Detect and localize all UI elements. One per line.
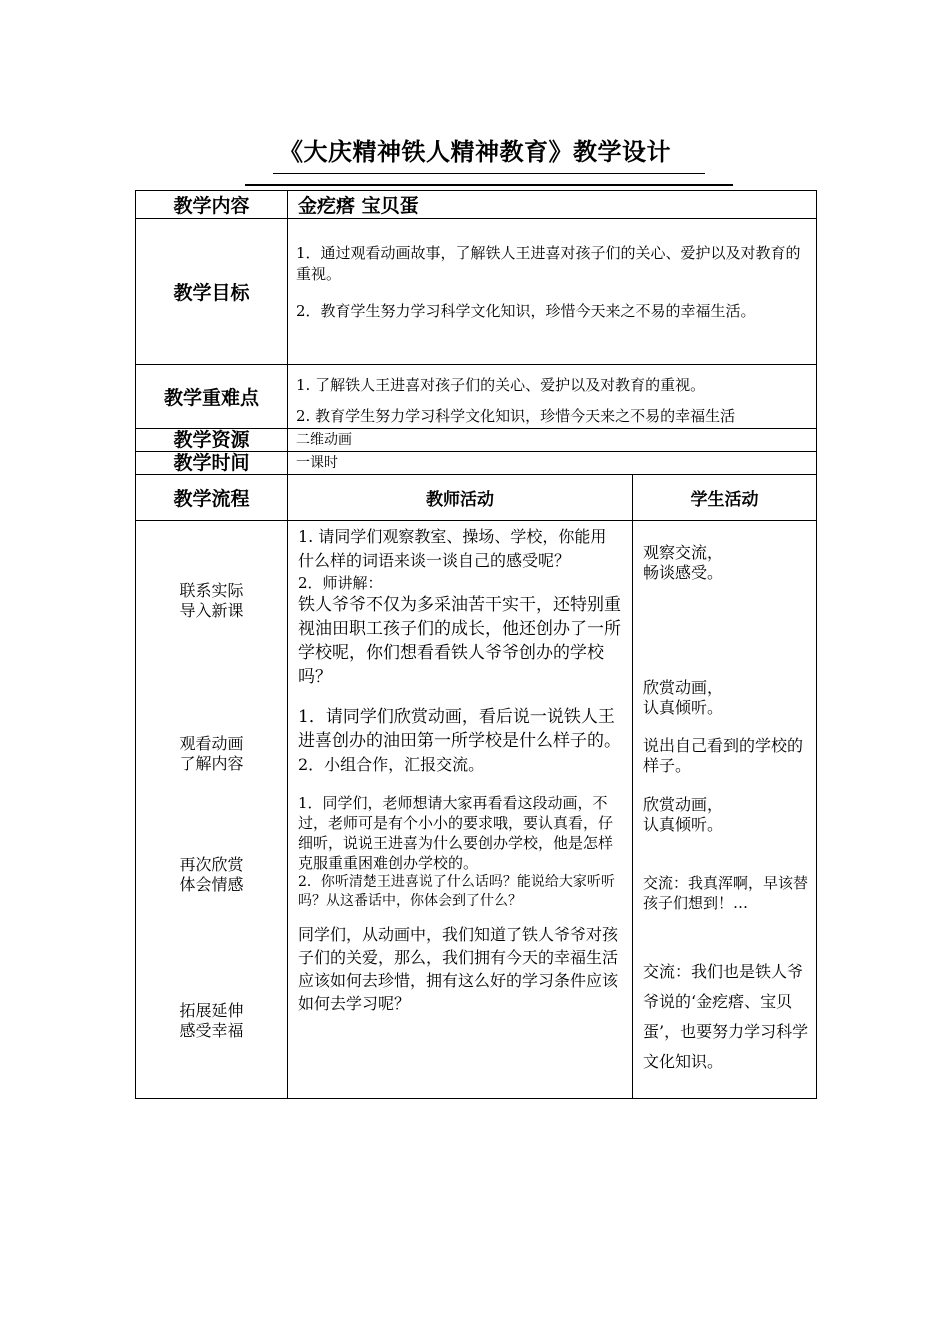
lesson-plan-table <box>135 190 817 1099</box>
title-underline <box>273 173 705 174</box>
student-f: 交流：我们也是铁人爷爷说的‘金疙瘩、宝贝蛋’，也要努力学习科学文化知识。 <box>643 962 809 1071</box>
student-e: 交流：我真浑啊，早该替孩子们想到！… <box>643 874 809 912</box>
student-a: 观察交流， 畅谈感受。 <box>643 543 724 582</box>
page-title: 《大庆精神铁人精神教育》教学设计 <box>279 138 671 166</box>
row-flow-body <box>136 521 817 1099</box>
teacher-s4-1: 同学们，从动画中，我们知道了铁人爷爷对孩子们的关爱，那么，我们拥有今天的幸福生活应该如何去珍惜，拥有这么好的学习条件应该如何去学习呢？ <box>298 925 619 1013</box>
teacher-s1-3: 铁人爷爷不仅为多采油苦干实干，还特别重视油田职工孩子们的成长，他还创办了一所学校呢，你们想看看铁人爷爷创办的学校吗？ <box>298 595 621 687</box>
goal-2: 2．教育学生努力学习科学文化知识，珍惜今天来之不易的幸福生活。 <box>296 302 756 320</box>
student-d: 欣赏动画， 认真倾听。 <box>643 795 724 834</box>
label-content: 教学内容 <box>136 191 288 219</box>
stage-1: 联系实际 导入新课 <box>179 581 244 620</box>
student-c: 说出自己看到的学校的样子。 <box>643 736 804 775</box>
label-goals: 教学目标 <box>136 219 288 365</box>
teacher-s2-1: 1．请同学们欣赏动画，看后说一说铁人王进喜创办的油田第一所学校是什么样子的。 <box>298 707 621 751</box>
stage-4: 拓展延伸 感受幸福 <box>179 1001 244 1040</box>
value-time: 一课时 <box>288 452 817 475</box>
row-resources <box>136 429 817 452</box>
header-teacher: 教师活动 <box>288 475 633 521</box>
teacher-s3-1: 1．同学们，老师想请大家再看看这段动画，不过，老师可是有个小小的要求哦，要认真看，仔细听，说说王进喜为什么要创办学校，他是怎样克服重重困难创办学校的。 <box>298 794 614 872</box>
goal-1: 1．通过观看动画故事，了解铁人王进喜对孩子们的关心、爱护以及对教育的重视。 <box>296 244 801 283</box>
row-time <box>136 452 817 475</box>
teacher-s1-1: 1. 请同学们观察教室、操场、学校，你能用什么样的词语来谈一谈自己的感受呢？ <box>298 527 607 570</box>
row-content <box>136 191 817 219</box>
stage-2: 观看动画 了解内容 <box>179 734 244 773</box>
header-student: 学生活动 <box>633 475 817 521</box>
teacher-s3-2: 2．你听清楚王进喜说了什么话吗？能说给大家听听吗？从这番话中，你体会到了什么？ <box>298 874 615 909</box>
value-content: 金疙瘩 宝贝蛋 <box>288 191 817 219</box>
teacher-s2-2: 2．小组合作，汇报交流。 <box>298 755 485 774</box>
title-rule <box>245 184 733 186</box>
value-resources: 二维动画 <box>288 429 817 452</box>
teacher-s1-2: 2．师讲解： <box>298 574 383 592</box>
stage-3: 再次欣赏 体会情感 <box>179 855 244 894</box>
row-keypoints <box>136 365 817 429</box>
label-keypoints: 教学重难点 <box>136 365 288 429</box>
label-time: 教学时间 <box>136 452 288 475</box>
teacher-activities <box>288 521 633 1099</box>
stages-cell <box>136 521 288 1099</box>
keypoint-1: 1. 了解铁人王进喜对孩子们的关心、爱护以及对教育的重视。 <box>296 376 706 394</box>
keypoint-2: 2. 教育学生努力学习科学文化知识，珍惜今天来之不易的幸福生活 <box>296 407 736 425</box>
value-goals <box>288 219 817 365</box>
label-resources: 教学资源 <box>136 429 288 452</box>
row-goals <box>136 219 817 365</box>
label-flow: 教学流程 <box>136 475 288 521</box>
value-keypoints <box>288 365 817 429</box>
student-b: 欣赏动画， 认真倾听。 <box>643 678 724 717</box>
student-activities <box>633 521 817 1099</box>
row-flow-header <box>136 475 817 521</box>
